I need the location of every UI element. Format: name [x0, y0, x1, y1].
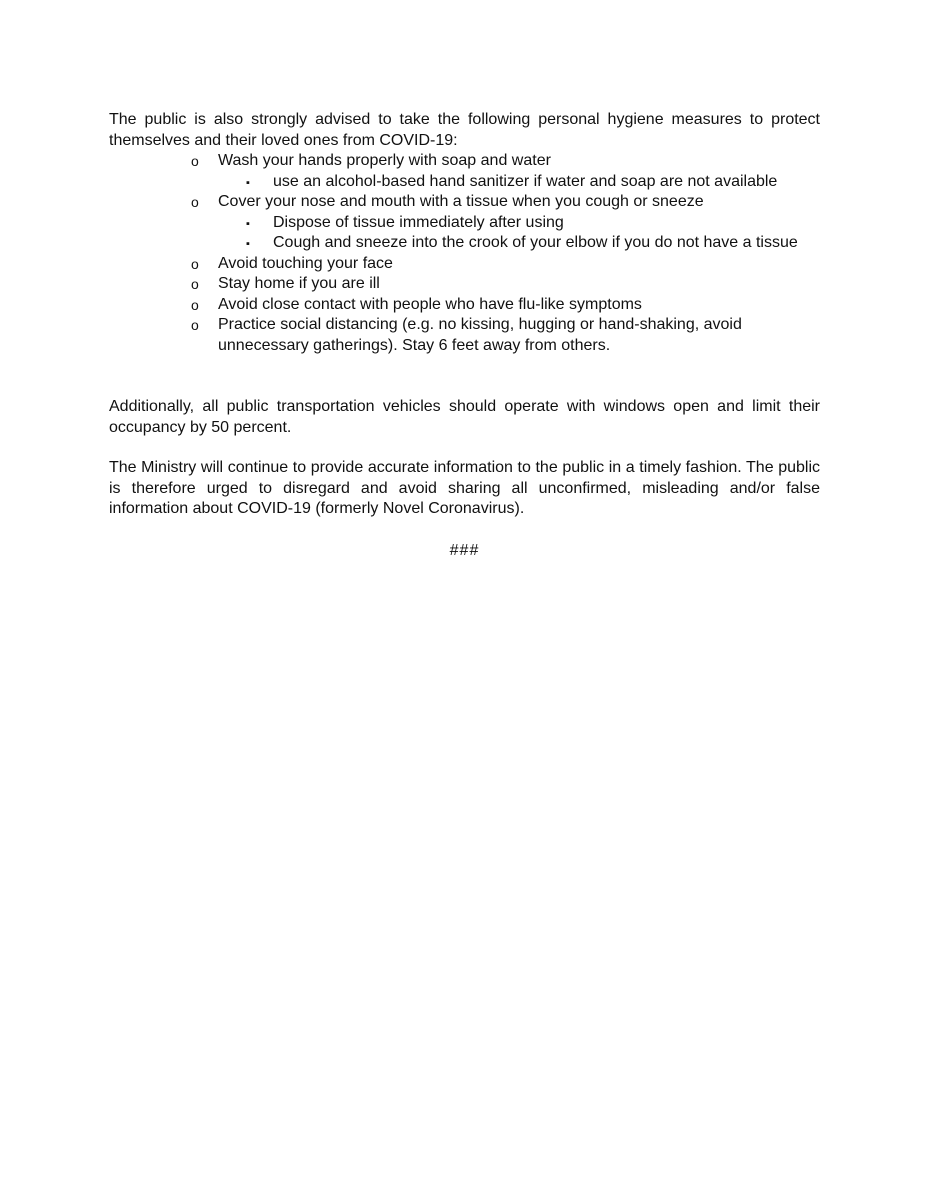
- spacer: [109, 356, 820, 397]
- hollow-bullet-icon: o: [191, 296, 199, 313]
- list-item: [109, 151, 820, 192]
- sub-list: [218, 213, 820, 254]
- document-page: [109, 110, 820, 561]
- hollow-bullet-icon: o: [191, 276, 199, 292]
- measure-text: Stay home if you are ill: [218, 275, 380, 292]
- ministry-paragraph: The Ministry will continue to provide accurate information to the public in a timely fashion. The public is therefore urged to disregard and avoid sharing all unconfirmed, misleading and/or false information about COVID-19 (formerly Novel Coronavirus).: [109, 459, 820, 517]
- intro-paragraph: The public is also strongly advised to take the following personal hygiene measures to protect themselves and their loved ones from COVID-19:: [109, 111, 820, 149]
- hygiene-measures-list: [109, 151, 820, 356]
- list-item: [109, 192, 820, 254]
- measure-text: Wash your hands properly with soap and water: [218, 152, 551, 169]
- spacer: [109, 438, 820, 458]
- transport-paragraph: Additionally, all public transportation vehicles should operate with windows open and limit their occupancy by 50 percent.: [109, 398, 820, 436]
- hollow-bullet-icon: o: [191, 255, 199, 272]
- list-item: [109, 295, 820, 316]
- sub-list: [218, 172, 820, 193]
- sub-list-item: [218, 233, 820, 254]
- sub-list-item: [218, 172, 820, 193]
- end-mark: ###: [449, 541, 480, 559]
- hollow-bullet-icon: o: [191, 317, 199, 333]
- hollow-bullet-icon: o: [191, 194, 199, 210]
- sub-measure-text: Dispose of tissue immediately after using: [273, 213, 564, 231]
- square-bullet-icon: ▪: [246, 176, 250, 189]
- list-item: [109, 315, 820, 356]
- square-bullet-icon: ▪: [246, 238, 250, 250]
- measure-text: Avoid close contact with people who have flu-like symptoms: [218, 295, 642, 313]
- measure-text: Practice social distancing (e.g. no kissing, hugging or hand-shaking, avoid unnecessary gatherings). Stay 6 feet away from others.: [218, 316, 742, 354]
- sub-list-item: [218, 213, 820, 234]
- list-item: [109, 254, 820, 275]
- hollow-bullet-icon: o: [191, 153, 199, 169]
- measure-text: Cover your nose and mouth with a tissue when you cough or sneeze: [218, 193, 704, 210]
- list-item: [109, 274, 820, 295]
- sub-measure-text: Cough and sneeze into the crook of your elbow if you do not have a tissue: [273, 234, 798, 251]
- sub-measure-text: use an alcohol-based hand sanitizer if water and soap are not available: [273, 172, 778, 190]
- square-bullet-icon: ▪: [246, 217, 250, 230]
- measure-text: Avoid touching your face: [218, 254, 393, 272]
